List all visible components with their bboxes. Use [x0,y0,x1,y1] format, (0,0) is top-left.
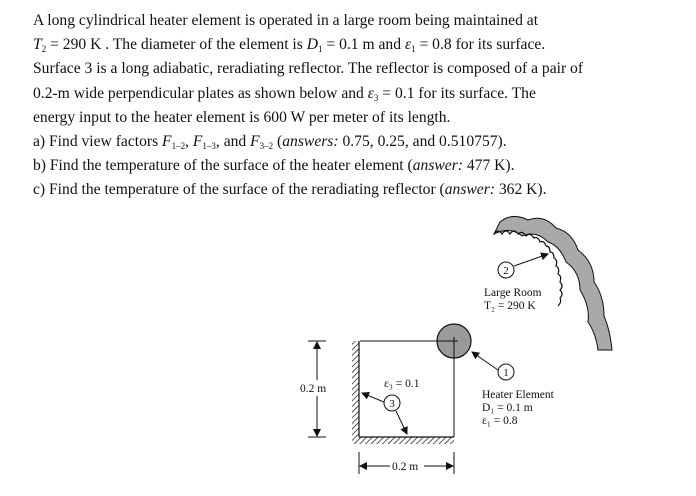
text-run: 0.2-m wide perpendicular plates as shown below and [33,84,368,102]
answer-label: answers: [282,133,339,151]
text-run: b) Find the temperature of the surface of the heater element ( [33,157,413,175]
room-temp: T₂ = 290 K [484,300,536,312]
room-wall [494,216,612,350]
room-number: 2 [503,265,509,277]
text-run: c) Find the temperature of the surface of the reradiating reflector ( [33,181,445,199]
heater-number: 1 [503,367,509,379]
heater-title: Heater Element [482,389,554,401]
subscript: 1–3 [202,141,216,152]
dim-horizontal-label: 0.2 m [392,461,419,473]
subscript: 1–2 [171,141,186,152]
reflector-arrow-left [362,393,384,402]
text-run: ( [273,133,283,151]
answer-values: 477 K). [462,157,515,175]
answer-values: 362 K). [494,181,547,199]
symbol-d1: D [306,36,318,54]
subscript: 1 [318,44,323,55]
symbol-f13: F [192,133,203,151]
subscript: 3–2 [259,141,274,152]
heater-emissivity: ε₁ = 0.8 [482,415,518,427]
answer-values: 0.75, 0.25, and 0.510757). [338,133,507,151]
symbol-f32: F [250,133,260,151]
text-run: , [185,133,193,151]
text-run: = 0.8 for its surface. [415,36,546,54]
heater-diameter: D₁ = 0.1 m [482,402,533,414]
reflector-arrow-down [396,411,407,434]
symbol-f12: F [162,133,172,151]
text-run: a) Find view factors [33,133,163,151]
answer-label: answer: [444,181,495,199]
subscript: 3 [373,92,379,103]
symbol-eps1: ε [404,36,412,54]
text-run: = 290 K . The diameter of the element is [46,36,307,54]
text-run: , and [215,133,251,151]
dim-vertical-label: 0.2 m [300,383,327,395]
reflector-vertical-plate [352,341,359,437]
room-arrow [514,254,548,266]
text-run: = 0.1 for its surface. The [378,84,536,102]
subscript: 1 [411,44,416,55]
reflector-number: 3 [389,398,395,410]
answer-label: answer: [412,157,463,175]
symbol-t2: T [33,36,42,54]
problem-line-5: energy input to the heater element is 600 W per meter of its length. [33,108,451,126]
problem-line-3: Surface 3 is a long adiabatic, reradiating reflector. The reflector is composed of a pair of [33,60,584,78]
reflector-horizontal-plate [352,437,454,444]
text-run: = 0.1 m and [322,36,405,54]
heater-arrow [472,352,498,370]
room-title: Large Room [484,287,542,299]
symbol-eps3: ε [367,84,374,102]
reflector-emissivity: ε₃ = 0.1 [384,378,420,390]
problem-line-1: A long cylindrical heater element is operated in a large room being maintained at [33,12,539,29]
subscript: 2 [41,44,47,55]
